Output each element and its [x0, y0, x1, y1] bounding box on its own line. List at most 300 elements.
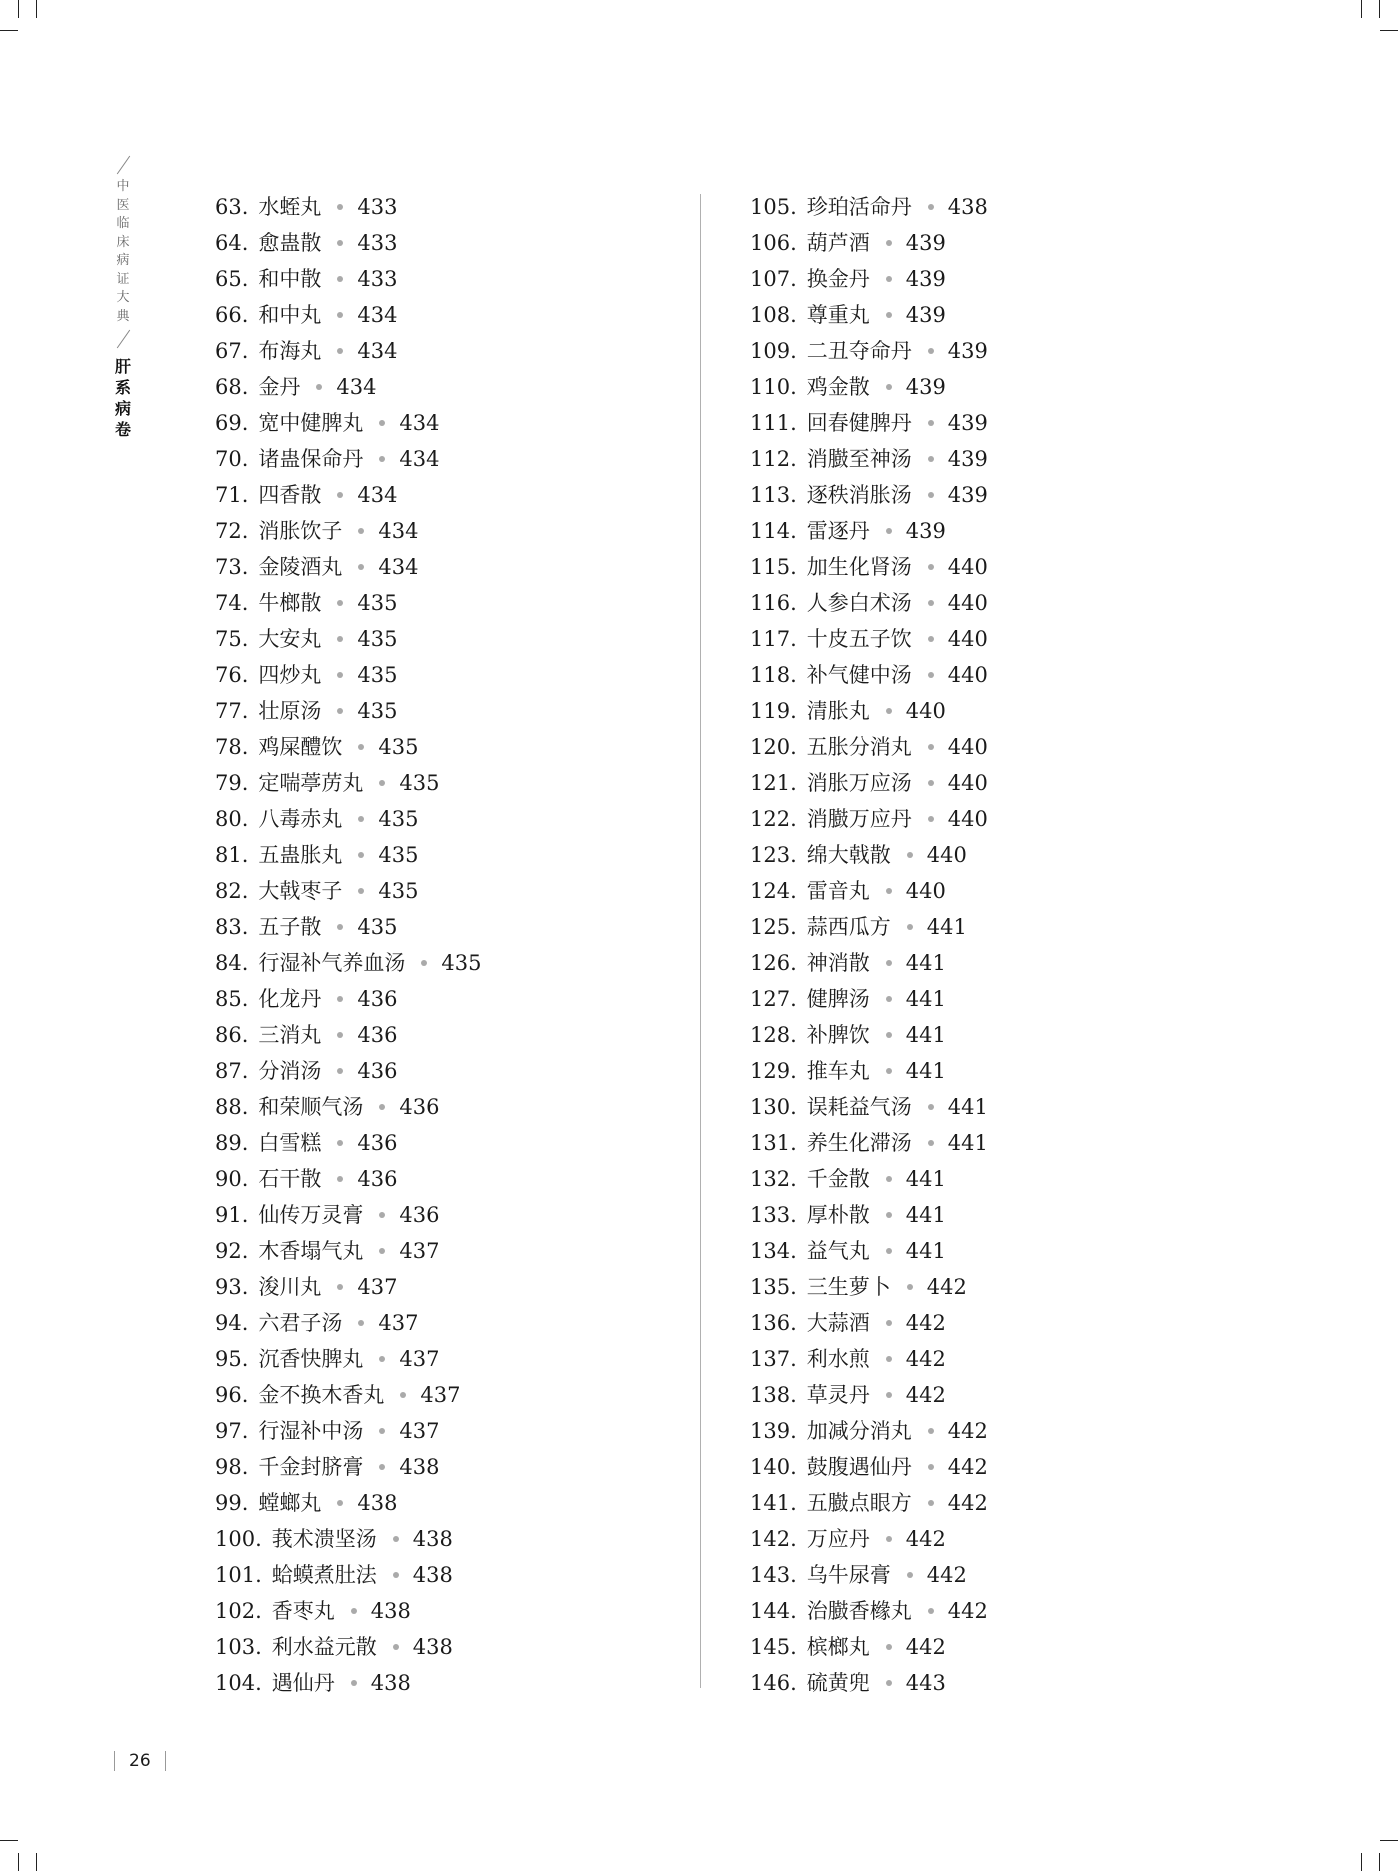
entry-number: 69. [215, 411, 249, 435]
separator-dot [379, 780, 385, 786]
index-entry [215, 585, 482, 621]
entry-number: 142. [750, 1527, 797, 1551]
entry-number: 130. [750, 1095, 797, 1119]
formula-name: 石干散 [258, 1167, 322, 1191]
formula-name: 万应丹 [806, 1527, 870, 1551]
separator-dot [379, 456, 385, 462]
index-entry [215, 1197, 482, 1233]
title-divider [116, 330, 129, 349]
separator-dot [886, 1320, 892, 1326]
page-ref: 440 [947, 555, 988, 579]
formula-name: 葫芦酒 [806, 231, 870, 255]
index-entry [750, 1485, 988, 1521]
page-ref: 442 [947, 1419, 988, 1443]
index-entry [750, 1305, 988, 1341]
crop-mark [1361, 1853, 1362, 1871]
index-entry [750, 837, 988, 873]
formula-name: 槟榔丸 [806, 1635, 870, 1659]
separator-dot [379, 1104, 385, 1110]
page-ref: 433 [357, 267, 398, 291]
index-entry [215, 1233, 482, 1269]
page-ref: 440 [947, 591, 988, 615]
page-ref: 436 [399, 1095, 440, 1119]
entry-number: 128. [750, 1023, 797, 1047]
index-entry [750, 765, 988, 801]
index-entry [750, 189, 988, 225]
index-entry [750, 441, 988, 477]
index-entry [215, 837, 482, 873]
page-ref: 437 [399, 1419, 440, 1443]
running-side-title [112, 179, 134, 440]
separator-dot [337, 924, 343, 930]
separator-dot [928, 1104, 934, 1110]
page-ref: 441 [905, 951, 946, 975]
separator-dot [337, 1284, 343, 1290]
entry-number: 133. [750, 1203, 797, 1227]
separator-dot [928, 564, 934, 570]
separator-dot [358, 528, 364, 534]
formula-name: 治臌香橼丸 [806, 1599, 912, 1623]
index-entry [215, 1305, 482, 1341]
index-entry [750, 1089, 988, 1125]
formula-name: 消臌至神汤 [806, 447, 912, 471]
entry-number: 118. [750, 663, 797, 687]
page-ref: 437 [378, 1311, 419, 1335]
page-ref: 440 [926, 843, 967, 867]
entry-number: 141. [750, 1491, 797, 1515]
index-entry [215, 945, 482, 981]
page-ref: 434 [399, 411, 440, 435]
title-char: 病 [114, 399, 131, 418]
formula-name: 养生化滞汤 [806, 1131, 912, 1155]
index-entry [750, 1557, 988, 1593]
formula-name: 遇仙丹 [271, 1671, 335, 1695]
separator-dot [886, 240, 892, 246]
page-ref: 435 [357, 663, 398, 687]
folio-bar [114, 1751, 115, 1771]
page-ref: 437 [399, 1239, 440, 1263]
page-ref: 439 [947, 339, 988, 363]
formula-name: 千金封脐膏 [258, 1455, 364, 1479]
formula-name: 千金散 [806, 1167, 870, 1191]
column-divider [700, 194, 701, 1688]
formula-name: 和荣顺气汤 [258, 1095, 364, 1119]
entry-number: 71. [215, 483, 249, 507]
page-ref: 438 [412, 1563, 453, 1587]
index-entry [215, 297, 482, 333]
page-ref: 435 [357, 627, 398, 651]
index-entry [215, 981, 482, 1017]
index-column-left [215, 189, 482, 1701]
page-ref: 440 [947, 663, 988, 687]
entry-number: 139. [750, 1419, 797, 1443]
separator-dot [886, 1212, 892, 1218]
entry-number: 67. [215, 339, 249, 363]
separator-dot [337, 276, 343, 282]
page-ref: 441 [947, 1095, 988, 1119]
index-entry [215, 333, 482, 369]
formula-name: 加减分消丸 [806, 1419, 912, 1443]
page-ref: 442 [947, 1455, 988, 1479]
page-ref: 440 [947, 807, 988, 831]
formula-name: 白雪糕 [258, 1131, 322, 1155]
separator-dot [358, 888, 364, 894]
entry-number: 108. [750, 303, 797, 327]
entry-number: 63. [215, 195, 249, 219]
entry-number: 86. [215, 1023, 249, 1047]
formula-name: 仙传万灵膏 [258, 1203, 364, 1227]
formula-name: 消胀万应汤 [806, 771, 912, 795]
entry-number: 117. [750, 627, 797, 651]
entry-number: 107. [750, 267, 797, 291]
separator-dot [886, 528, 892, 534]
separator-dot [928, 1464, 934, 1470]
separator-dot [928, 420, 934, 426]
separator-dot [351, 1680, 357, 1686]
separator-dot [928, 1608, 934, 1614]
page-ref: 440 [947, 627, 988, 651]
index-entry [215, 1161, 482, 1197]
entry-number: 132. [750, 1167, 797, 1191]
crop-mark [18, 1853, 19, 1871]
separator-dot [886, 1248, 892, 1254]
page-ref: 439 [905, 519, 946, 543]
entry-number: 111. [750, 411, 797, 435]
crop-mark [0, 1840, 18, 1841]
separator-dot [337, 204, 343, 210]
separator-dot [337, 348, 343, 354]
crop-mark [0, 30, 18, 31]
entry-number: 144. [750, 1599, 797, 1623]
entry-number: 106. [750, 231, 797, 255]
separator-dot [337, 708, 343, 714]
entry-number: 116. [750, 591, 797, 615]
formula-name: 换金丹 [806, 267, 870, 291]
entry-number: 110. [750, 375, 797, 399]
entry-number: 95. [215, 1347, 249, 1371]
page-ref: 438 [370, 1599, 411, 1623]
index-entry [215, 621, 482, 657]
formula-name: 浚川丸 [258, 1275, 322, 1299]
entry-number: 72. [215, 519, 249, 543]
entry-number: 136. [750, 1311, 797, 1335]
entry-number: 76. [215, 663, 249, 687]
crop-mark [1380, 30, 1398, 31]
formula-name: 尊重丸 [806, 303, 870, 327]
formula-name: 莪术溃坚汤 [271, 1527, 377, 1551]
separator-dot [400, 1392, 406, 1398]
index-entry [215, 765, 482, 801]
page-ref: 439 [905, 267, 946, 291]
entry-number: 75. [215, 627, 249, 651]
entry-number: 97. [215, 1419, 249, 1443]
index-entry [750, 729, 988, 765]
title-char: 医 [116, 197, 130, 213]
formula-name: 行湿补中汤 [258, 1419, 364, 1443]
entry-number: 131. [750, 1131, 797, 1155]
separator-dot [928, 672, 934, 678]
page-ref: 442 [905, 1311, 946, 1335]
page-number: 26 [129, 1751, 151, 1771]
separator-dot [337, 996, 343, 1002]
page-ref: 441 [905, 1023, 946, 1047]
folio-bar [165, 1751, 166, 1771]
entry-number: 101. [215, 1563, 262, 1587]
separator-dot [886, 888, 892, 894]
title-char: 大 [116, 290, 130, 305]
entry-number: 87. [215, 1059, 249, 1083]
entry-number: 114. [750, 519, 797, 543]
formula-name: 鸡屎醴饮 [258, 735, 343, 759]
index-entry [215, 225, 482, 261]
page-ref: 436 [357, 1023, 398, 1047]
page-ref: 439 [947, 447, 988, 471]
page-ref: 434 [357, 339, 398, 363]
separator-dot [928, 1428, 934, 1434]
entry-number: 96. [215, 1383, 249, 1407]
page-ref: 434 [357, 303, 398, 327]
entry-number: 134. [750, 1239, 797, 1263]
formula-name: 消臌万应丹 [806, 807, 912, 831]
page-ref: 439 [905, 375, 946, 399]
separator-dot [337, 312, 343, 318]
page-ref: 435 [399, 771, 440, 795]
entry-number: 80. [215, 807, 249, 831]
index-entry [215, 261, 482, 297]
formula-name: 香枣丸 [271, 1599, 335, 1623]
page-ref: 438 [357, 1491, 398, 1515]
separator-dot [928, 456, 934, 462]
page-ref: 438 [399, 1455, 440, 1479]
index-entry [750, 1233, 988, 1269]
page-ref: 437 [420, 1383, 461, 1407]
page-ref: 436 [357, 1131, 398, 1155]
index-entry [750, 945, 988, 981]
formula-name: 行湿补气养血汤 [258, 951, 406, 975]
separator-dot [928, 816, 934, 822]
index-entry [215, 801, 482, 837]
entry-number: 120. [750, 735, 797, 759]
index-column-right [750, 189, 988, 1701]
separator-dot [886, 996, 892, 1002]
separator-dot [393, 1536, 399, 1542]
index-entry [215, 1053, 482, 1089]
separator-dot [337, 672, 343, 678]
entry-number: 113. [750, 483, 797, 507]
title-char: 系 [114, 378, 131, 397]
entry-number: 73. [215, 555, 249, 579]
page-footer [114, 1750, 166, 1772]
formula-name: 健脾汤 [806, 987, 870, 1011]
formula-name: 五蛊胀丸 [258, 843, 343, 867]
title-char: 证 [116, 271, 130, 287]
entry-number: 66. [215, 303, 249, 327]
index-entry [750, 657, 988, 693]
index-entry [215, 693, 482, 729]
index-entry [215, 1125, 482, 1161]
page-ref: 437 [357, 1275, 398, 1299]
formula-name: 牛榔散 [258, 591, 322, 615]
separator-dot [907, 924, 913, 930]
page-ref: 441 [905, 1059, 946, 1083]
formula-name: 六君子汤 [258, 1311, 343, 1335]
crop-mark [1361, 0, 1362, 18]
page-ref: 442 [905, 1527, 946, 1551]
formula-name: 愈蛊散 [258, 231, 322, 255]
index-entry [750, 477, 988, 513]
page-ref: 434 [336, 375, 377, 399]
formula-name: 逐秩消胀汤 [806, 483, 912, 507]
separator-dot [393, 1572, 399, 1578]
separator-dot [886, 1032, 892, 1038]
formula-name: 蛤蟆煮肚法 [271, 1563, 377, 1587]
page-ref: 442 [947, 1491, 988, 1515]
entry-number: 78. [215, 735, 249, 759]
formula-name: 和中散 [258, 267, 322, 291]
separator-dot [886, 1536, 892, 1542]
separator-dot [928, 492, 934, 498]
entry-number: 127. [750, 987, 797, 1011]
entry-number: 77. [215, 699, 249, 723]
formula-name: 和中丸 [258, 303, 322, 327]
title-char: 床 [116, 234, 130, 250]
separator-dot [337, 1068, 343, 1074]
entry-number: 64. [215, 231, 249, 255]
formula-name: 金丹 [258, 375, 301, 399]
page-ref: 433 [357, 231, 398, 255]
entry-number: 92. [215, 1239, 249, 1263]
page-ref: 434 [399, 447, 440, 471]
entry-number: 145. [750, 1635, 797, 1659]
title-char: 临 [116, 216, 130, 231]
entry-number: 125. [750, 915, 797, 939]
formula-name: 四炒丸 [258, 663, 322, 687]
crop-mark [36, 1853, 37, 1871]
formula-name: 大安丸 [258, 627, 322, 651]
entry-number: 84. [215, 951, 249, 975]
formula-name: 木香塌气丸 [258, 1239, 364, 1263]
entry-number: 74. [215, 591, 249, 615]
formula-name: 神消散 [806, 951, 870, 975]
index-entry [750, 297, 988, 333]
formula-name: 大戟枣子 [258, 879, 343, 903]
index-entry [750, 1377, 988, 1413]
separator-dot [928, 636, 934, 642]
separator-dot [886, 960, 892, 966]
separator-dot [928, 780, 934, 786]
separator-dot [337, 636, 343, 642]
formula-name: 乌牛尿膏 [806, 1563, 891, 1587]
page-ref: 439 [905, 303, 946, 327]
page-ref: 434 [357, 483, 398, 507]
page-ref: 436 [399, 1203, 440, 1227]
separator-dot [379, 1428, 385, 1434]
entry-number: 126. [750, 951, 797, 975]
formula-name: 厚朴散 [806, 1203, 870, 1227]
entry-number: 143. [750, 1563, 797, 1587]
formula-name: 硫黄兜 [806, 1671, 870, 1695]
index-entry [750, 1017, 988, 1053]
page-ref: 441 [905, 1239, 946, 1263]
index-entry [750, 585, 988, 621]
index-entry [750, 261, 988, 297]
separator-dot [358, 852, 364, 858]
formula-name: 利水煎 [806, 1347, 870, 1371]
index-entry [215, 369, 482, 405]
page-ref: 441 [947, 1131, 988, 1155]
page-ref: 438 [412, 1527, 453, 1551]
volume-title [115, 356, 131, 440]
formula-name: 珍珀活命丹 [806, 195, 912, 219]
index-entry [750, 1053, 988, 1089]
formula-name: 雷逐丹 [806, 519, 870, 543]
formula-name: 补脾饮 [806, 1023, 870, 1047]
separator-dot [928, 1500, 934, 1506]
entry-number: 93. [215, 1275, 249, 1299]
page-ref: 439 [947, 483, 988, 507]
index-entry [215, 189, 482, 225]
entry-number: 135. [750, 1275, 797, 1299]
formula-name: 金陵酒丸 [258, 555, 343, 579]
separator-dot [379, 420, 385, 426]
index-entry [750, 693, 988, 729]
page-ref: 442 [947, 1599, 988, 1623]
formula-name: 二丑夺命丹 [806, 339, 912, 363]
separator-dot [886, 1176, 892, 1182]
page-ref: 440 [947, 735, 988, 759]
page-ref: 435 [378, 807, 419, 831]
index-entry [215, 1629, 482, 1665]
entry-number: 70. [215, 447, 249, 471]
formula-name: 加生化肾汤 [806, 555, 912, 579]
entry-number: 124. [750, 879, 797, 903]
formula-name: 绵大戟散 [806, 843, 891, 867]
page-ref: 442 [905, 1383, 946, 1407]
index-entry [750, 513, 988, 549]
index-entry [750, 1593, 988, 1629]
index-entry [750, 549, 988, 585]
page-ref: 442 [905, 1347, 946, 1371]
title-char: 肝 [114, 357, 131, 376]
formula-name: 鼓腹遇仙丹 [806, 1455, 912, 1479]
formula-name: 蒜西瓜方 [806, 915, 891, 939]
separator-dot [928, 348, 934, 354]
entry-number: 121. [750, 771, 797, 795]
index-entry [750, 405, 988, 441]
formula-name: 八毒赤丸 [258, 807, 343, 831]
separator-dot [886, 708, 892, 714]
entry-number: 65. [215, 267, 249, 291]
formula-name: 宽中健脾丸 [258, 411, 364, 435]
formula-name: 大蒜酒 [806, 1311, 870, 1335]
series-title [116, 178, 129, 326]
index-entry [215, 1377, 482, 1413]
separator-dot [337, 1500, 343, 1506]
separator-dot [337, 240, 343, 246]
separator-dot [886, 1356, 892, 1362]
page-ref: 442 [926, 1275, 967, 1299]
index-entry [750, 1521, 988, 1557]
page-ref: 441 [905, 1203, 946, 1227]
entry-number: 122. [750, 807, 797, 831]
separator-dot [337, 1140, 343, 1146]
entry-number: 115. [750, 555, 797, 579]
page-ref: 441 [926, 915, 967, 939]
page-ref: 439 [905, 231, 946, 255]
separator-dot [886, 1392, 892, 1398]
index-entry [750, 1629, 988, 1665]
separator-dot [358, 744, 364, 750]
